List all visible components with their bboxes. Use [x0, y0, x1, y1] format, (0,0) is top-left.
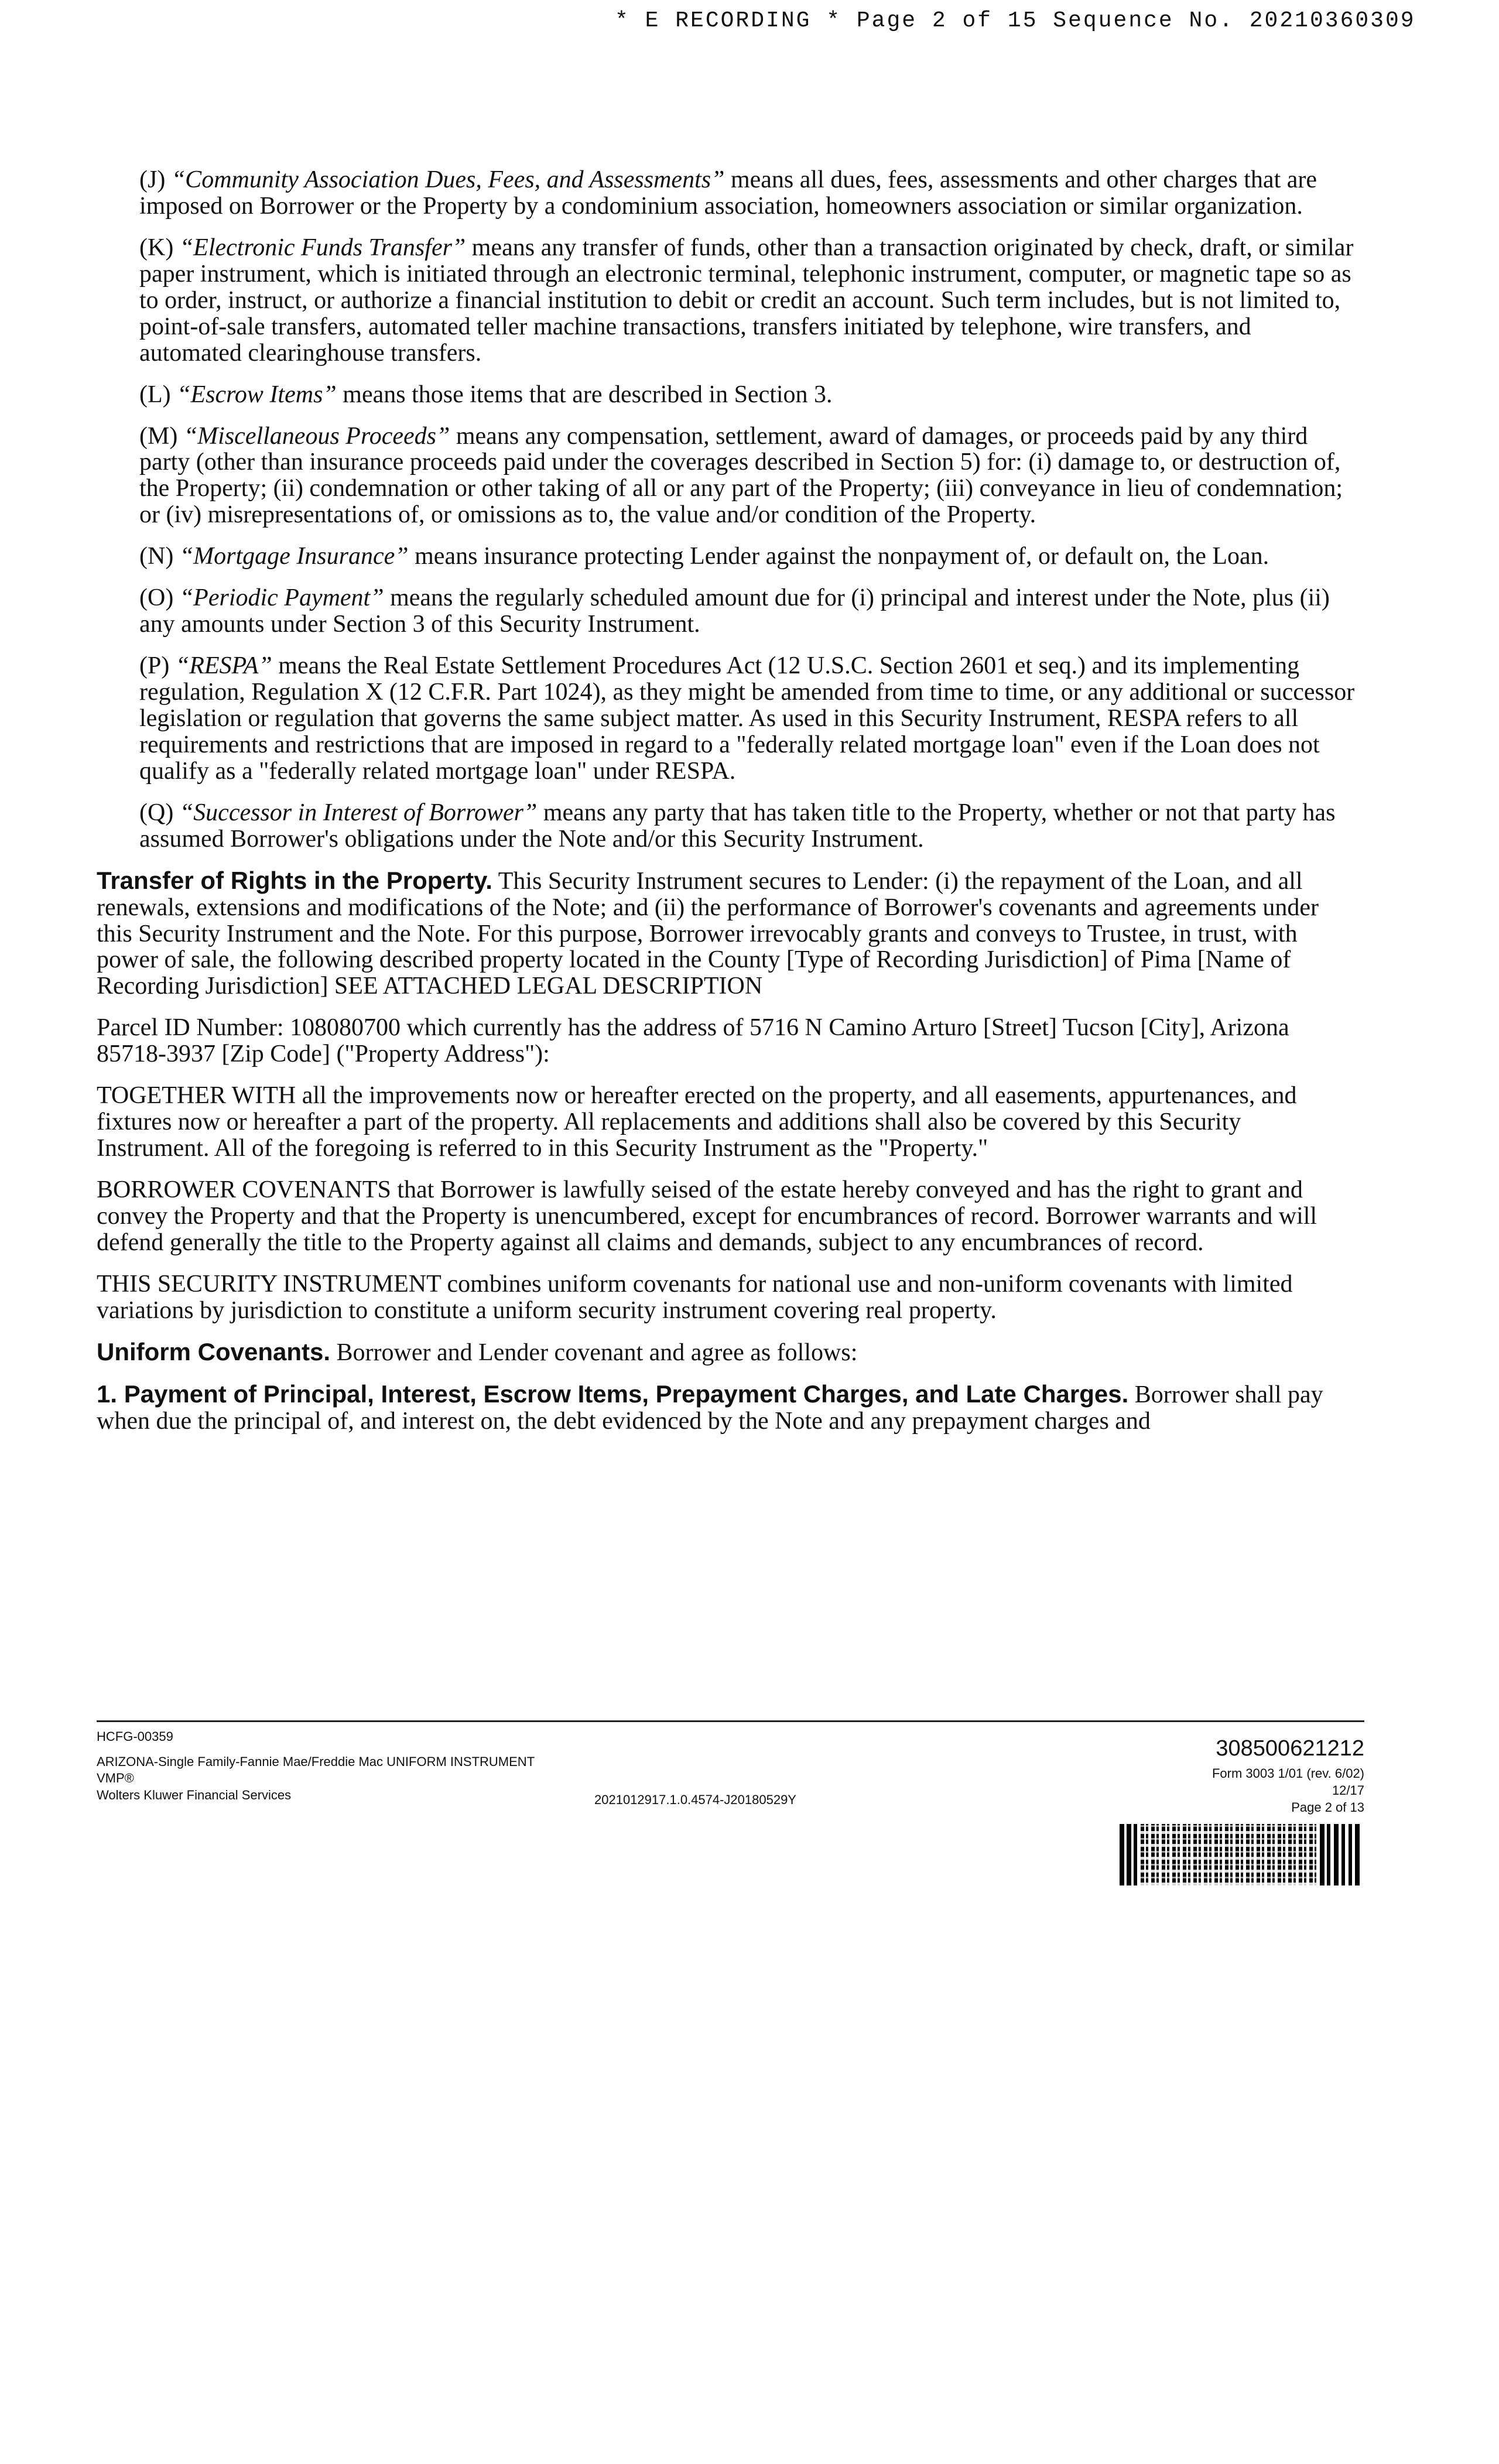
definition-m	[139, 423, 1356, 529]
transfer-of-rights-text: This Security Instrument secures to Lender: (i) the repayment of the Loan, and all renewals, extensions and modifications of the Note; and (ii) the performance of Borrower's covenants and agreements under this Security Instrument and the Note. For this purpose, Borrower irrevocably grants and conveys to Trustee, in trust, with power of sale, the following described property located in the County [Type of Recording Jurisdiction] of Pima [Name of Recording Jurisdiction] SEE ATTACHED LEGAL DESCRIPTION	[97, 867, 1319, 1000]
page-number: Page 2 of 13	[1291, 1799, 1364, 1815]
definition-q	[139, 800, 1356, 853]
definition-term: “Electronic Funds Transfer”	[179, 234, 466, 261]
definition-letter: (N)	[139, 543, 174, 570]
definition-term: “Periodic Payment”	[179, 584, 384, 612]
footer-divider	[97, 1720, 1364, 1722]
definition-term: “Successor in Interest of Borrower”	[179, 799, 538, 826]
definition-letter: (P)	[139, 652, 170, 680]
form-code: HCFG-00359	[97, 1729, 173, 1744]
definition-letter: (L)	[139, 381, 171, 408]
uniform-covenants-text: Borrower and Lender covenant and agree as follows:	[330, 1339, 858, 1366]
borrower-covenants-paragraph: BORROWER COVENANTS that Borrower is lawfully seised of the estate hereby conveyed and has the right to grant and convey the Property and that the Property is unencumbered, except for encumbrances of record. Borrower warrants and will defend generally the title to the Property against all claims and demands, subject to any encumbrances of record.	[97, 1176, 1317, 1256]
section-1-heading: 1. Payment of Principal, Interest, Escrow Items, Prepayment Charges, and Late Charges.	[97, 1380, 1129, 1408]
publisher: Wolters Kluwer Financial Services	[97, 1787, 292, 1802]
document-body	[97, 167, 1356, 1450]
loan-number: 308500621212	[1216, 1736, 1364, 1761]
definition-text: means any party that has taken title to the Property, whether or not that party has assumed Borrower's obligations under the Note and/or this Security Instrument.	[139, 799, 1336, 853]
barcode-image	[1120, 1824, 1368, 1885]
definition-text: means all dues, fees, assessments and other charges that are imposed on Borrower or the Property by a condominium association, homeowners association or similar organization.	[139, 166, 1317, 220]
footer-left	[97, 1729, 535, 1803]
definition-letter: (Q)	[139, 799, 174, 826]
definition-text: means any compensation, settlement, award of damages, or proceeds paid by any third party (other than insurance proceeds paid under the coverages described in Section 5) for: (i) damage to, or destruction of, the Property; (ii) condemnation or other taking of all or any part of the Property; (iii) conveyance in lieu of condemnation; or (iv) misrepresentations of, or omissions as to, the value and/or condition of the Property.	[139, 422, 1343, 529]
instrument-line: ARIZONA-Single Family-Fannie Mae/Freddie Mac UNIFORM INSTRUMENT	[97, 1754, 535, 1769]
definition-term: “Community Association Dues, Fees, and Assessments”	[171, 166, 725, 193]
definition-term: “Miscellaneous Proceeds”	[183, 422, 450, 450]
transfer-of-rights-paragraph	[97, 868, 1356, 1000]
definition-term: “RESPA”	[175, 652, 272, 680]
document-id: 2021012917.1.0.4574-J20180529Y	[594, 1792, 796, 1807]
uniform-covenants-paragraph	[97, 1339, 1356, 1366]
section-1-text: Borrower shall pay when due the principal of, and interest on, the debt evidenced by the Note and any prepayment charges and	[97, 1381, 1323, 1435]
definition-l	[139, 382, 1356, 408]
definition-text: means any transfer of funds, other than a transaction originated by check, draft, or similar paper instrument, which is initiated through an electronic terminal, telephonic instrument, computer, or magnetic tape so as to order, instruct, or authorize a financial institution to debit or credit an account. Such term includes, but is not limited to, point-of-sale transfers, automated teller machine transactions, transfers initiated by telephone, wire transfers, and automated clearinghouse transfers.	[139, 234, 1354, 367]
definition-term: “Mortgage Insurance”	[179, 543, 409, 570]
section-1-paragraph	[97, 1381, 1356, 1435]
definition-text: means those items that are described in Section 3.	[336, 381, 833, 408]
definition-n	[139, 543, 1356, 570]
footer-right	[1113, 1734, 1364, 1816]
definition-letter: (J)	[139, 166, 166, 193]
definition-j	[139, 167, 1356, 220]
definition-letter: (M)	[139, 422, 178, 450]
definition-k	[139, 235, 1356, 367]
revision-date: 12/17	[1332, 1782, 1364, 1798]
definition-letter: (O)	[139, 584, 174, 612]
together-with-paragraph: TOGETHER WITH all the improvements now or hereafter erected on the property, and all easements, appurtenances, and fixtures now or hereafter a part of the property. All replacements and additions shall also be covered by this Security Instrument. All of the foregoing is referred to in this Security Instrument as the "Property."	[97, 1082, 1297, 1162]
definition-p	[139, 653, 1356, 785]
definition-o	[139, 585, 1356, 638]
recording-header: * E RECORDING * Page 2 of 15 Sequence No. 20210360309	[615, 8, 1416, 33]
vmp-mark: VMP®	[97, 1771, 134, 1786]
definition-term: “Escrow Items”	[177, 381, 337, 408]
definition-text: means the Real Estate Settlement Procedures Act (12 U.S.C. Section 2601 et seq.) and its implementing regulation, Regulation X (12 C.F.R. Part 1024), as they might be amended from time to time, or any additional or successor legislation or regulation that governs the same subject matter. As used in this Security Instrument, RESPA refers to all requirements and restrictions that are imposed in regard to a "federally related mortgage loan" even if the Loan does not qualify as a "federally related mortgage loan" under RESPA.	[139, 652, 1355, 785]
definition-text: means insurance protecting Lender against the nonpayment of, or default on, the Loan.	[408, 543, 1269, 570]
definition-letter: (K)	[139, 234, 174, 261]
uniform-covenants-heading: Uniform Covenants.	[97, 1337, 331, 1366]
transfer-of-rights-heading: Transfer of Rights in the Property.	[97, 866, 492, 894]
security-instrument-paragraph: THIS SECURITY INSTRUMENT combines uniform covenants for national use and non-uniform covenants with limited variations by jurisdiction to constitute a uniform security instrument covering real property.	[97, 1270, 1293, 1324]
parcel-paragraph: Parcel ID Number: 108080700 which currently has the address of 5716 N Camino Arturo [Street] Tucson [City], Arizona 85718-3937 [Zip Code] ("Property Address"):	[97, 1014, 1289, 1068]
form-number: Form 3003 1/01 (rev. 6/02)	[1211, 1766, 1364, 1781]
definition-text: means the regularly scheduled amount due for (i) principal and interest under the Note, plus (ii) any amounts under Section 3 of this Security Instrument.	[139, 584, 1330, 638]
